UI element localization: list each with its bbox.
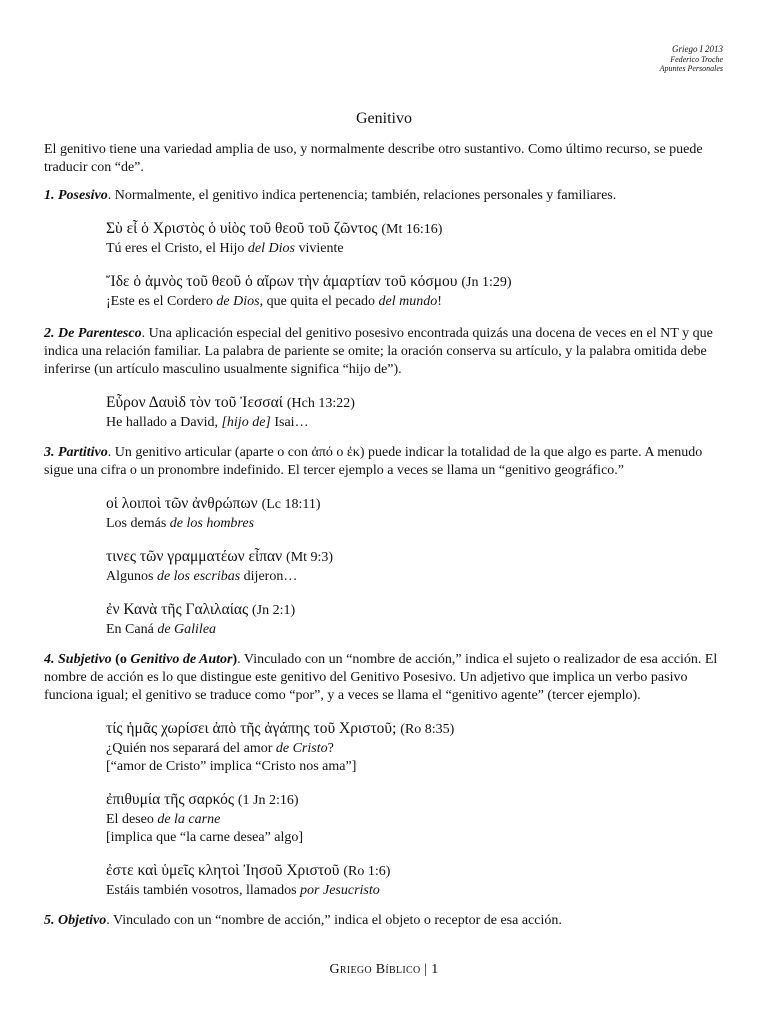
section-text: . Vinculado con un “nombre de acción,” indica el sujeto o realizador de esa acción. El nombre de acción es lo que distingue este genitivo del Genitivo Posesivo. Un adjetivo que implica un verbo pasivo funciona igual; el genitivo se traduce como “por”, y a veces se llama el “genitivo agente” (tercer ejemplo). <box>44 652 718 703</box>
translation-part: ? <box>327 741 334 756</box>
greek-text <box>106 219 724 240</box>
greek-phrase: Εὗρον Δαυὶδ τὸν τοῦ Ἰεσσαί <box>106 394 283 411</box>
translation <box>106 740 724 758</box>
document-body <box>44 141 724 930</box>
example-ro-8-35 <box>106 719 724 776</box>
greek-text <box>106 861 724 882</box>
translation-note: [implica que “la carne desea” algo] <box>106 830 304 845</box>
verse-reference: (Mt 16:16) <box>381 222 443 237</box>
example-mt-16-16 <box>106 219 724 258</box>
page-footer <box>0 962 768 978</box>
greek-text <box>106 719 724 740</box>
page-header <box>660 44 723 74</box>
footer-separator: | <box>420 962 432 977</box>
translation-part: He hallado a David, <box>106 415 222 430</box>
translation-part: , que quita el pecado <box>259 294 379 309</box>
verse-reference: (Jn 1:29) <box>461 275 512 290</box>
verse-reference: (Mt 9:3) <box>286 550 334 565</box>
section-objetivo <box>44 912 724 930</box>
page-title: Genitivo <box>356 110 412 127</box>
section-label-part: ) <box>232 652 238 667</box>
translation-part: Isai… <box>270 415 309 430</box>
translation-emphasis: de los hombres <box>169 516 255 531</box>
translation-emphasis: de Galilea <box>157 622 217 637</box>
greek-text <box>106 600 724 621</box>
example-ro-1-6 <box>106 861 724 900</box>
translation-note: [“amor de Cristo” implica “Cristo nos ama”] <box>106 759 357 774</box>
translation-part: ¡Este es el Cordero <box>106 294 217 309</box>
verse-reference: (Lc 18:11) <box>261 497 321 512</box>
greek-text <box>106 790 724 811</box>
section-subjetivo <box>44 651 724 705</box>
section-text: . Un genitivo articular (aparte o con ἀπό o ἐκ) puede indicar la totalidad de la que algo es parte. A menudo sigue una cifra o un pronombre indefinido. El tercer ejemplo a veces se llama un “genitivo geográfico.” <box>44 445 703 478</box>
header-course: Griego I 2013 <box>672 44 723 54</box>
translation-emphasis: del Dios <box>247 241 295 256</box>
page-number: 1 <box>431 962 439 977</box>
example-1jn-2-16 <box>106 790 724 847</box>
translation <box>106 882 724 900</box>
header-note: Apuntes Personales <box>659 64 723 74</box>
header-author: Federico Troche <box>670 54 723 64</box>
translation <box>106 414 724 432</box>
translation-emphasis: [hijo de] <box>221 415 271 430</box>
section-label-part: (o <box>111 652 131 667</box>
greek-phrase: Ἴδε ὁ ἀμνὸς τοῦ θεοῦ ὁ αἴρων τὴν ἁμαρτίαν τοῦ κόσμου <box>106 273 458 290</box>
verse-reference: (Hch 13:22) <box>286 396 355 411</box>
translation-emphasis: del mundo <box>378 294 438 309</box>
translation-part: En Caná <box>106 622 158 637</box>
translation <box>106 811 724 829</box>
translation-part: ¿Quién nos separará del amor <box>106 741 276 756</box>
translation <box>106 293 724 311</box>
section-label: 3. Partitivo <box>44 445 108 460</box>
greek-text <box>106 547 724 568</box>
greek-phrase: ἐπιθυμία τῆς σαρκός <box>106 791 234 808</box>
translation-part: Los demás <box>106 516 170 531</box>
translation-part: dijeron… <box>240 569 298 584</box>
section-posesivo <box>44 187 724 205</box>
greek-phrase: τίς ἡμᾶς χωρίσει ἀπὸ τῆς ἀγάπης τοῦ Χριστοῦ; <box>106 720 397 737</box>
section-label: 4. Subjetivo <box>44 652 112 667</box>
verse-reference: (1 Jn 2:16) <box>237 793 299 808</box>
translation-emphasis: de Dios <box>216 294 260 309</box>
translation-part: ! <box>437 294 442 309</box>
example-lc-18-11 <box>106 494 724 533</box>
translation-part: El deseo <box>106 812 158 827</box>
section-de-parentesco <box>44 325 724 379</box>
translation <box>106 621 724 639</box>
verse-reference: (Ro 8:35) <box>400 722 455 737</box>
example-mt-9-3 <box>106 547 724 586</box>
greek-phrase: ἐστε καὶ ὑμεῖς κλητοὶ Ἰησοῦ Χριστοῦ <box>106 862 340 879</box>
translation <box>106 515 724 533</box>
greek-text <box>106 272 724 293</box>
translation-part: Tú eres el Cristo, el Hijo <box>106 241 248 256</box>
section-label: 1. Posesivo <box>44 188 108 203</box>
verse-reference: (Ro 1:6) <box>343 864 391 879</box>
section-label-part: Genitivo de Autor <box>130 652 233 667</box>
translation-part: viviente <box>294 241 344 256</box>
example-jn-1-29 <box>106 272 724 311</box>
section-text: . Normalmente, el genitivo indica pertenencia; también, relaciones personales y familiares. <box>107 188 617 203</box>
example-hch-13-22 <box>106 393 724 432</box>
translation <box>106 240 724 258</box>
section-text: . Una aplicación especial del genitivo posesivo encontrada quizás una docena de veces en el NT y que indica una relación familiar. La palabra de pariente se omite; la oración conserva su artículo, y la palabra omitida debe inferirse (un artículo masculino usualmente significa “hijo de”). <box>44 326 713 377</box>
greek-phrase: Σὺ εἶ ὁ Χριστὸς ὁ υἱὸς τοῦ θεοῦ τοῦ ζῶντος <box>106 220 378 237</box>
section-partitivo <box>44 444 724 480</box>
footer-title: Griego Bíblico <box>329 962 421 977</box>
intro-paragraph: El genitivo tiene una variedad amplia de uso, y normalmente describe otro sustantivo. Como último recurso, se puede traducir con “de”. <box>44 142 703 175</box>
translation-part: Algunos <box>106 569 157 584</box>
greek-phrase: οἱ λοιποὶ τῶν ἀνθρώπων <box>106 495 258 512</box>
translation-part: Estáis también vosotros, llamados <box>106 883 301 898</box>
greek-phrase: τινες τῶν γραμματέων εἶπαν <box>106 548 283 565</box>
section-label: 2. De Parentesco <box>44 326 142 341</box>
translation-emphasis: de los escribas <box>156 569 241 584</box>
translation <box>106 568 724 586</box>
greek-text <box>106 494 724 515</box>
translation-emphasis: de la carne <box>157 812 221 827</box>
verse-reference: (Jn 2:1) <box>252 603 296 618</box>
translation-emphasis: de Cristo <box>275 741 328 756</box>
section-text: . Vinculado con un “nombre de acción,” indica el objeto o receptor de esa acción. <box>106 913 562 928</box>
translation-emphasis: por Jesucristo <box>300 883 380 898</box>
greek-phrase: ἐν Κανὰ τῆς Γαλιλαίας <box>106 601 249 618</box>
section-label: 5. Objetivo <box>44 913 107 928</box>
greek-text <box>106 393 724 414</box>
example-jn-2-1 <box>106 600 724 639</box>
